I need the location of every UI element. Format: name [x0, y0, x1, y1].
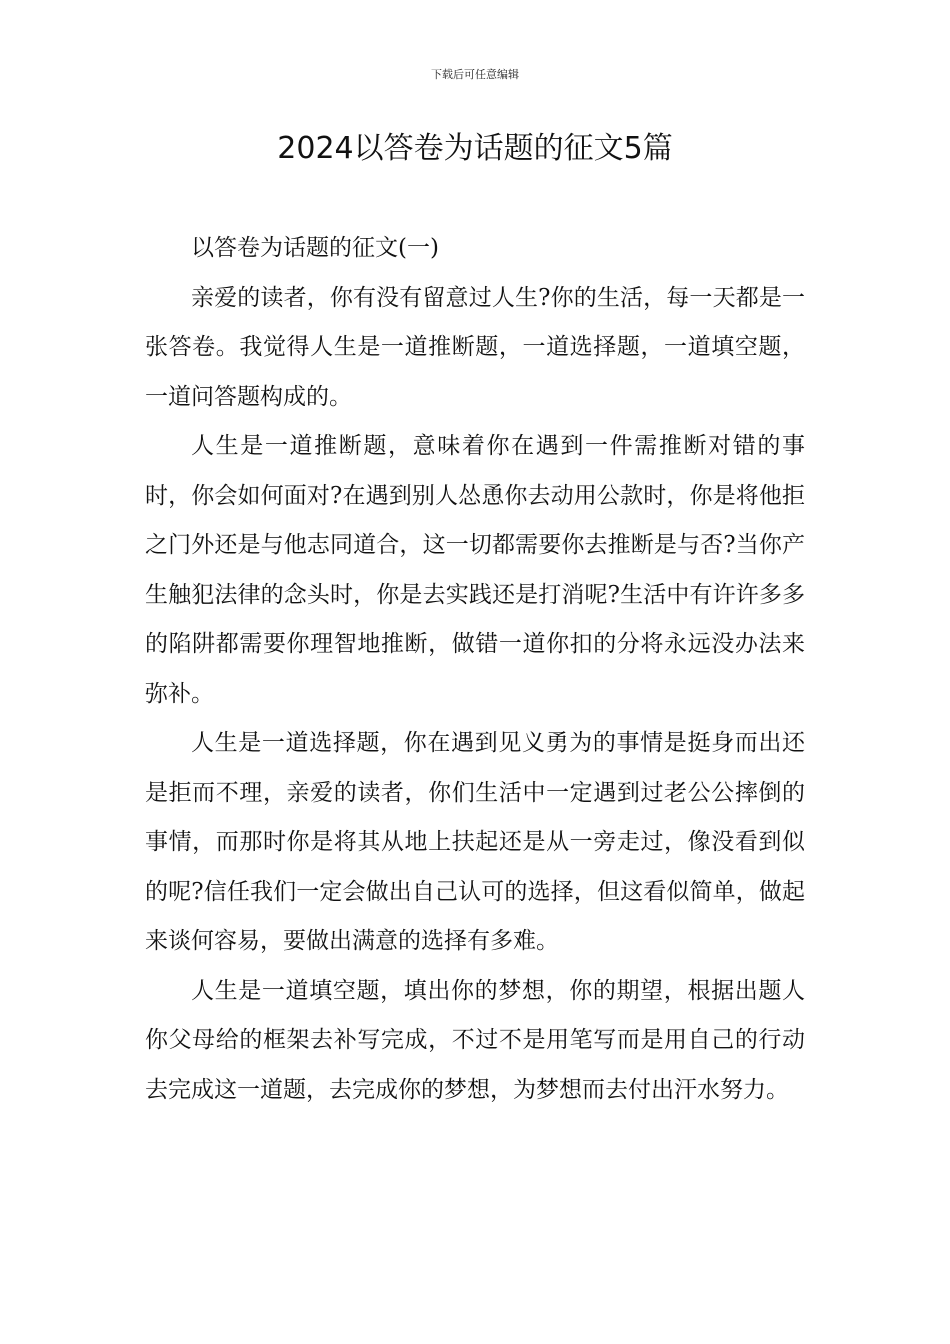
paragraph: 亲爱的读者，你有没有留意过人生?你的生活，每一天都是一张答卷。我觉得人生是一道推断题，一道选择题，一道填空题，一道问答题构成的。 [145, 284, 805, 410]
paragraph: 人生是一道推断题，意味着你在遇到一件需推断对错的事时，你会如何面对?在遇到别人怂恿你去动用公款时，你是将他拒之门外还是与他志同道合，这一切都需要你去推断是与否?当你产生触犯法律的念头时，你是去实践还是打消呢?生活中有许许多多的陷阱都需要你理智地推断，做错一道你扣的分将永远没办法来弥补。 [145, 433, 805, 707]
header-note: 下载后可任意编辑 [431, 68, 519, 81]
paragraph: 人生是一道选择题，你在遇到见义勇为的事情是挺身而出还是拒而不理，亲爱的读者，你们生活中一定遇到过老公公摔倒的事情，而那时你是将其从地上扶起还是从一旁走过，像没看到似的呢?信任我们一定会做出自己认可的选择，但这看似简单，做起来谈何容易，要做出满意的选择有多难。 [145, 730, 805, 954]
document-title: 2024以答卷为话题的征文5篇 [277, 131, 673, 166]
section-heading: 以答卷为话题的征文(一) [191, 235, 439, 261]
paragraph: 人生是一道填空题，填出你的梦想，你的期望，根据出题人你父母给的框架去补写完成，不过不是用笔写而是用自己的行动去完成这一道题，去完成你的梦想，为梦想而去付出汗水努力。 [145, 977, 805, 1103]
document-body [145, 224, 805, 1115]
